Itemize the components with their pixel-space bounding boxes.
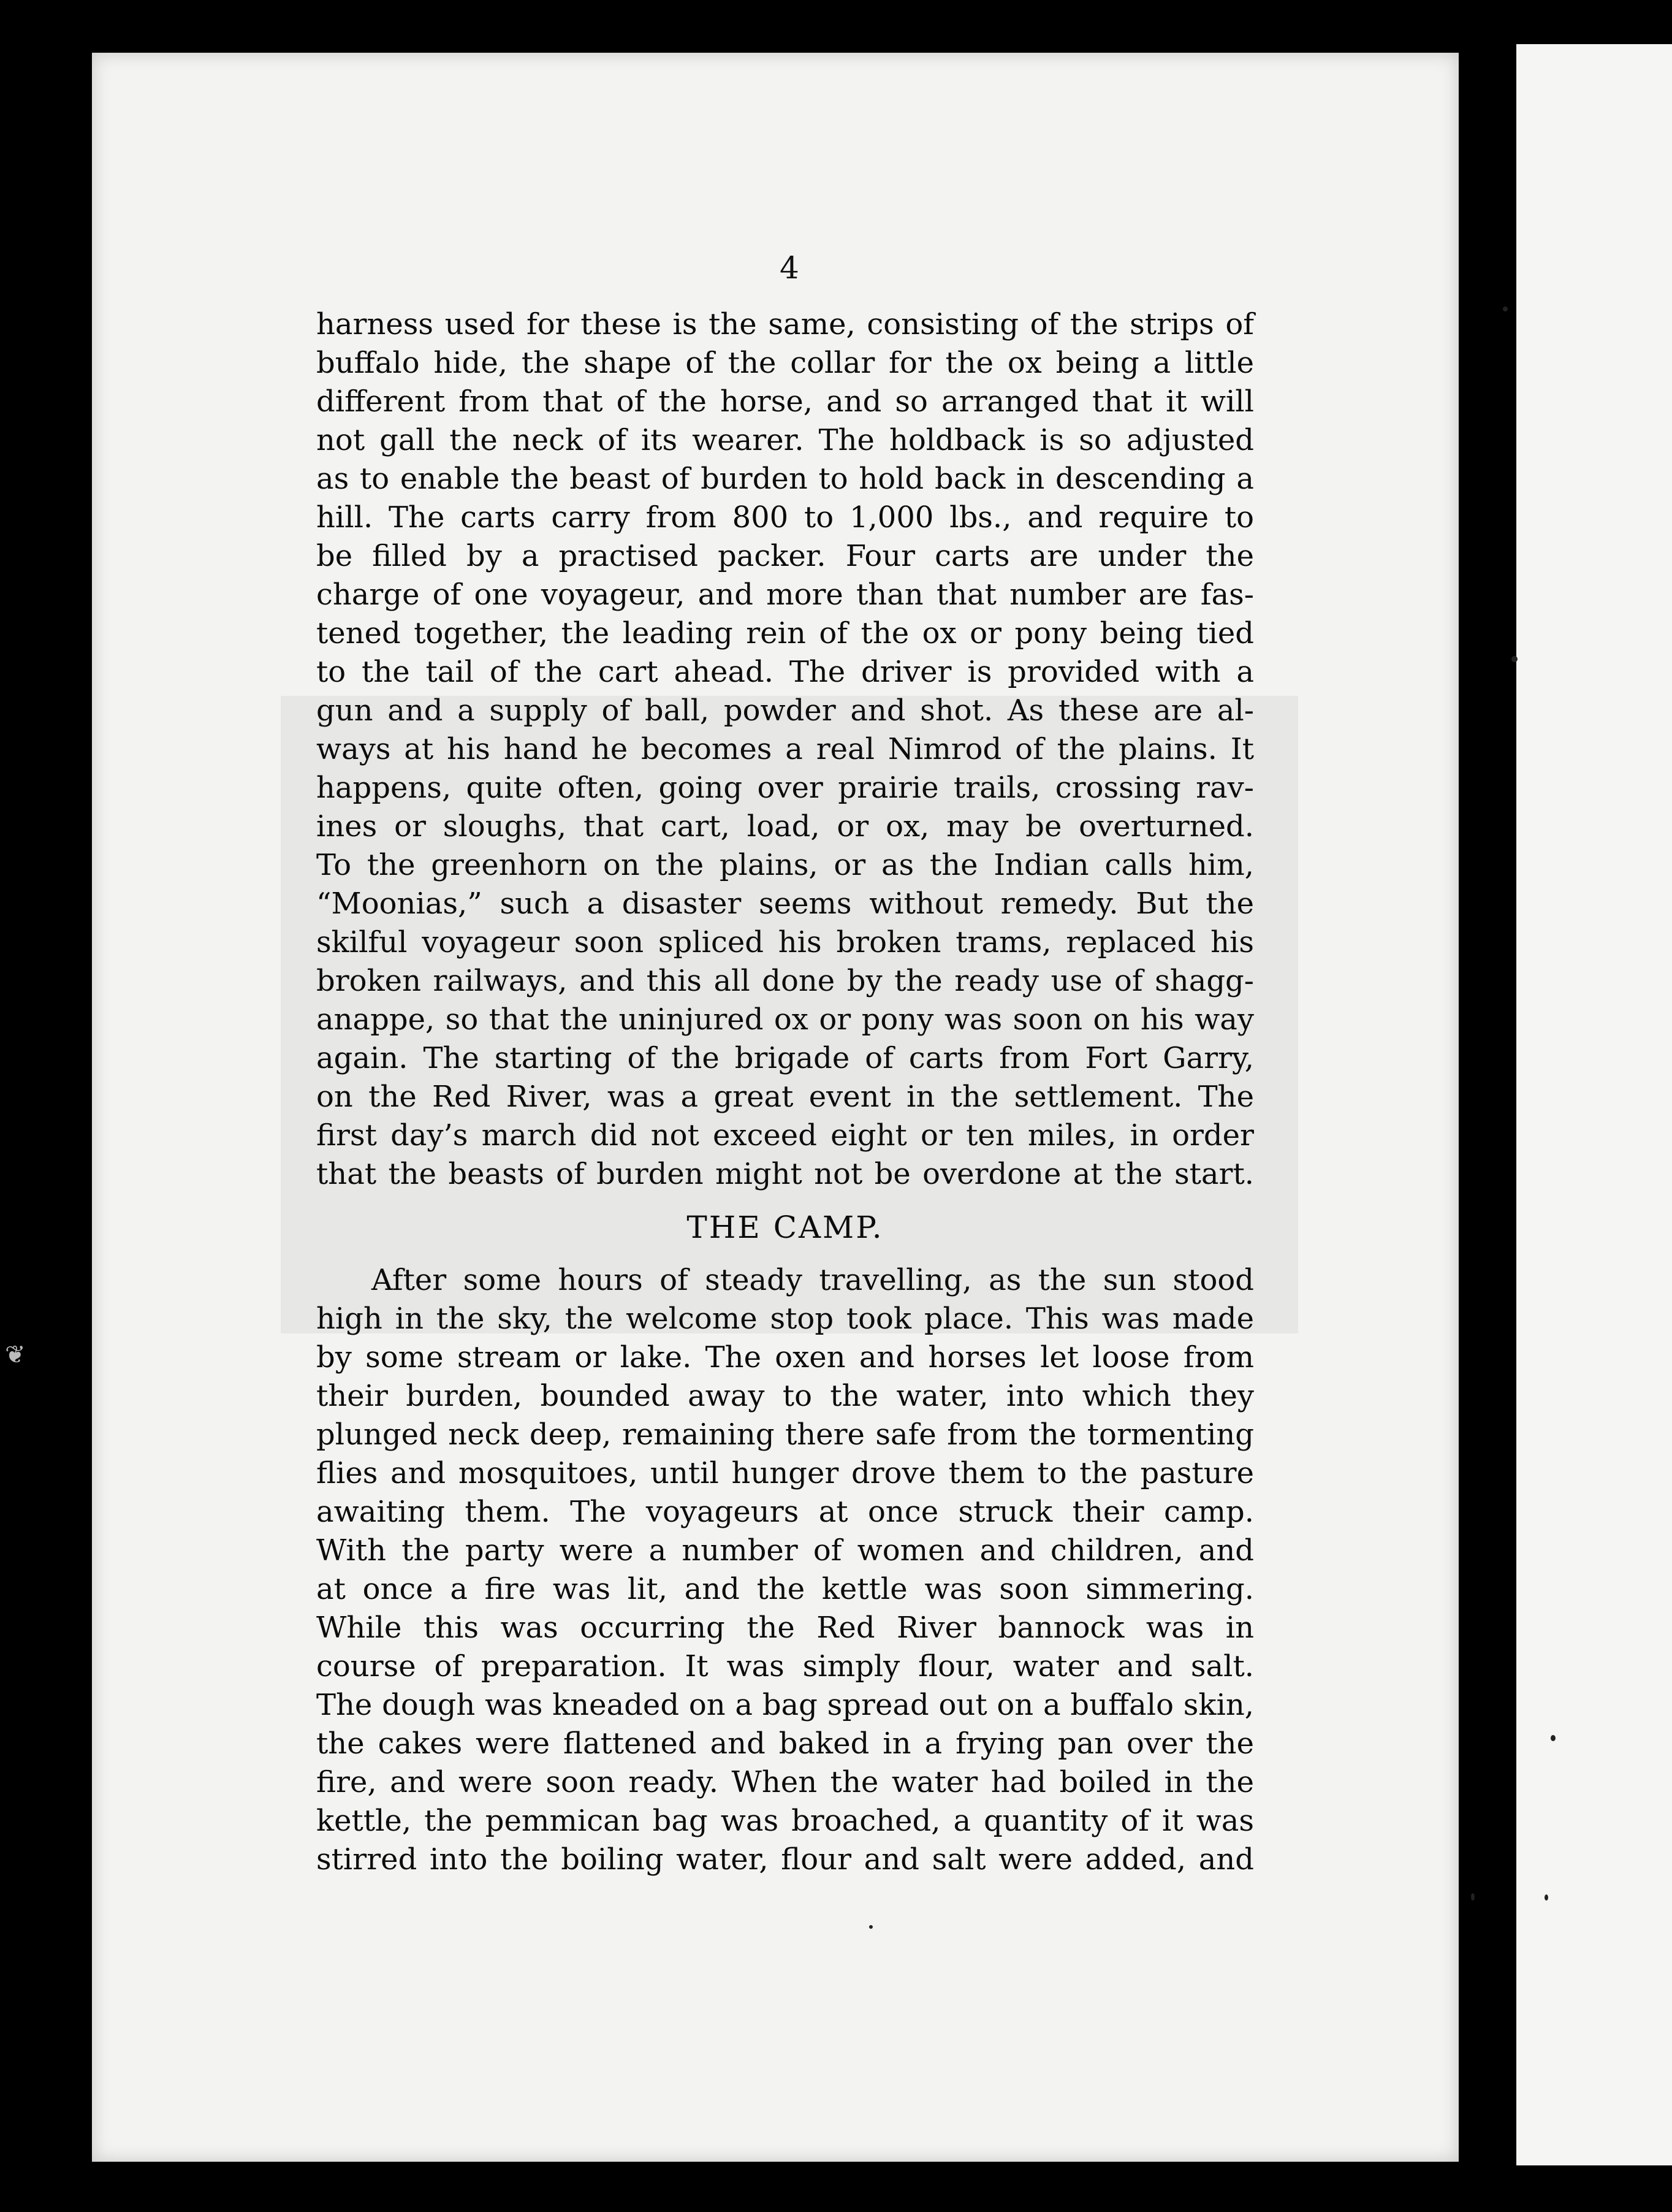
text-line: gun and a supply of ball, powder and shot. As these are al- bbox=[316, 693, 1254, 728]
text-line: as to enable the beast of burden to hold back in descending a bbox=[316, 462, 1254, 496]
text-line: on the Red River, was a great event in the settlement. The bbox=[316, 1080, 1254, 1114]
text-line: high in the sky, the welcome stop took place. This was made bbox=[316, 1302, 1254, 1336]
text-line: harness used for these is the same, consisting of the strips of bbox=[316, 307, 1254, 341]
text-line: that the beasts of burden might not be overdone at the start. bbox=[316, 1157, 1254, 1191]
paragraph-carts bbox=[316, 305, 1254, 1194]
text-line: plunged neck deep, remaining there safe from the tormenting bbox=[316, 1417, 1254, 1452]
text-line: their burden, bounded away to the water, into which they bbox=[316, 1379, 1254, 1413]
margin-ornament-icon: ❦ bbox=[5, 1341, 26, 1369]
text-line: at once a fire was lit, and the kettle was soon simmering. bbox=[316, 1572, 1254, 1606]
text-line: not gall the neck of its wearer. The holdback is so adjusted bbox=[316, 423, 1254, 457]
text-line: be filled by a practised packer. Four carts are under the bbox=[316, 539, 1254, 573]
scan-speck bbox=[1551, 1735, 1556, 1741]
text-line: again. The starting of the brigade of carts from Fort Garry, bbox=[316, 1041, 1254, 1075]
text-line: flies and mosquitoes, until hunger drove them to the pasture bbox=[316, 1456, 1254, 1490]
text-line: awaiting them. The voyageurs at once struck their camp. bbox=[316, 1495, 1254, 1529]
text-line: kettle, the pemmican bag was broached, a quantity of it was bbox=[316, 1804, 1254, 1838]
text-line: to the tail of the cart ahead. The driver is provided with a bbox=[316, 655, 1254, 689]
text-line: anappe, so that the uninjured ox or pony was soon on his way bbox=[316, 1002, 1254, 1037]
text-line: tened together, the leading rein of the ox or pony being tied bbox=[316, 616, 1254, 650]
text-line: course of preparation. It was simply flour, water and salt. bbox=[316, 1649, 1254, 1684]
body-text bbox=[316, 305, 1254, 1879]
text-line: “Moonias,” such a disaster seems without remedy. But the bbox=[316, 887, 1254, 921]
text-line: by some stream or lake. The oxen and horses let loose from bbox=[316, 1340, 1254, 1375]
text-line: fire, and were soon ready. When the water had boiled in the bbox=[316, 1765, 1254, 1799]
scan-speck bbox=[1511, 656, 1518, 662]
paragraph-camp bbox=[316, 1261, 1254, 1879]
section-heading: THE CAMP. bbox=[686, 1210, 884, 1245]
text-line: The dough was kneaded on a bag spread out on a buffalo skin, bbox=[316, 1688, 1254, 1722]
scan-speck bbox=[1471, 1893, 1475, 1901]
text-line: To the greenhorn on the plains, or as the Indian calls him, bbox=[316, 848, 1254, 882]
text-line: ways at his hand he becomes a real Nimrod of the plains. It bbox=[316, 732, 1254, 766]
text-line: With the party were a number of women and children, and bbox=[316, 1533, 1254, 1568]
text-line: stirred into the boiling water, flour and salt were added, and bbox=[316, 1842, 1254, 1877]
text-line: After some hours of steady travelling, as the sun stood bbox=[371, 1263, 1254, 1297]
scan-speck bbox=[1503, 307, 1508, 311]
text-line: different from that of the horse, and so arranged that it will bbox=[316, 384, 1254, 419]
adjacent-page-edge bbox=[1516, 44, 1672, 2165]
text-line: happens, quite often, going over prairie trails, crossing rav- bbox=[316, 771, 1254, 805]
text-line: first day’s march did not exceed eight or ten miles, in order bbox=[316, 1118, 1254, 1153]
text-line: the cakes were flattened and baked in a frying pan over the bbox=[316, 1726, 1254, 1761]
scan-speck bbox=[1545, 1894, 1548, 1901]
scan-speck bbox=[869, 1925, 873, 1929]
text-line: charge of one voyageur, and more than that number are fas- bbox=[316, 578, 1254, 612]
text-line: buffalo hide, the shape of the collar for the ox being a little bbox=[316, 346, 1254, 380]
text-line: broken railways, and this all done by the ready use of shagg- bbox=[316, 964, 1254, 998]
text-line: While this was occurring the Red River bannock was in bbox=[316, 1611, 1254, 1645]
text-line: ines or sloughs, that cart, load, or ox, may be overturned. bbox=[316, 809, 1254, 844]
text-line: hill. The carts carry from 800 to 1,000 lbs., and require to bbox=[316, 500, 1254, 535]
page-number: 4 bbox=[780, 250, 799, 286]
text-line: skilful voyageur soon spliced his broken trams, replaced his bbox=[316, 925, 1254, 959]
